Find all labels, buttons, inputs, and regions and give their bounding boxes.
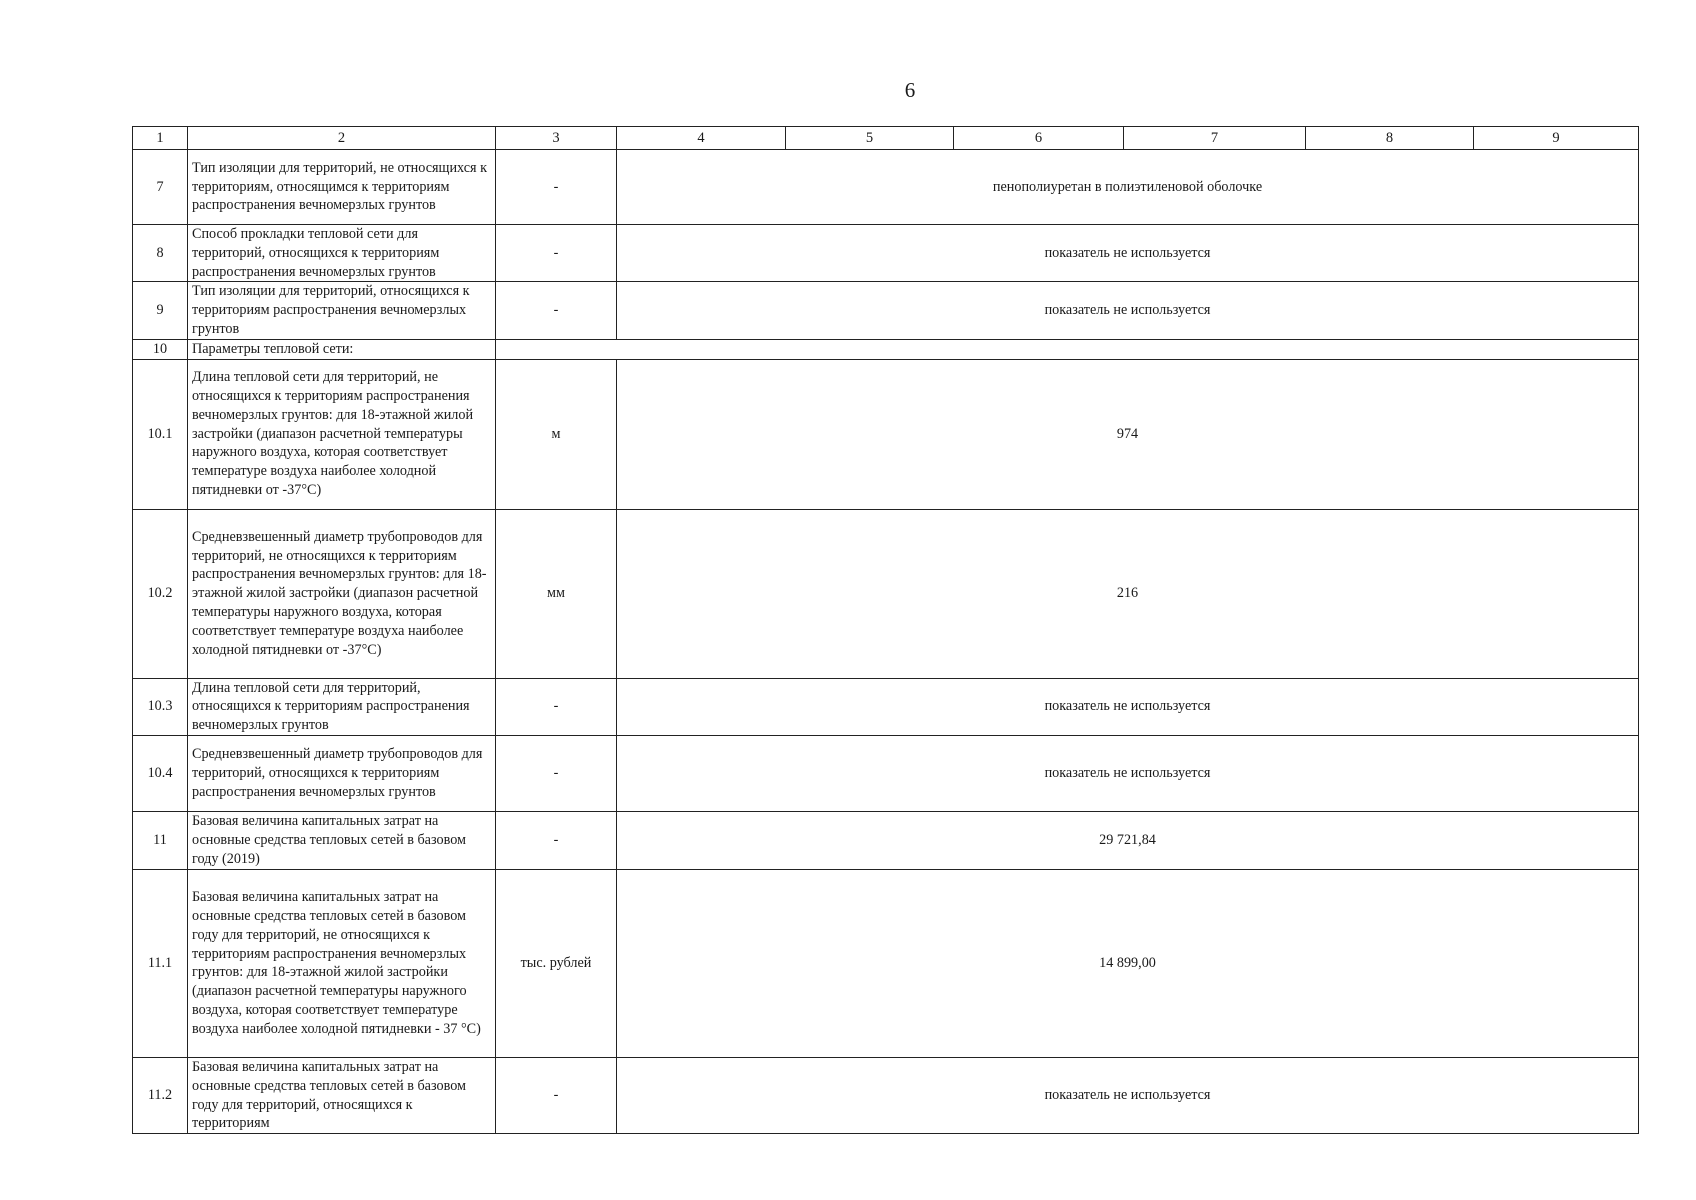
row-unit: - — [496, 811, 617, 869]
row-number: 10 — [133, 339, 188, 359]
row-description: Средневзвешенный диаметр трубопроводов для территорий, не относящихся к территориям распространения вечномерзлых грунтов: для 18-этажной жилой застройки (диапазон расчетной температуры наружного воздуха, которая соответствует температуре воздуха наиболее холодной пятидневки от -37°С) — [188, 509, 496, 678]
table-row — [133, 282, 1639, 339]
row-number: 8 — [133, 225, 188, 282]
row-description: Тип изоляции для территорий, не относящихся к территориям, относящимся к территориям распространения вечномерзлых грунтов — [188, 150, 496, 225]
row-value: 216 — [617, 509, 1639, 678]
table-row — [133, 811, 1639, 869]
column-header: 2 — [188, 127, 496, 150]
table-row — [133, 509, 1639, 678]
row-unit: мм — [496, 509, 617, 678]
table-row — [133, 869, 1639, 1057]
row-number: 7 — [133, 150, 188, 225]
row-description: Тип изоляции для территорий, относящихся к территориям распространения вечномерзлых грунтов — [188, 282, 496, 339]
row-unit: - — [496, 150, 617, 225]
table-row — [133, 225, 1639, 282]
row-description: Базовая величина капитальных затрат на основные средства тепловых сетей в базовом году для территорий, относящихся к территориям — [188, 1057, 496, 1133]
page-number: 6 — [904, 78, 916, 102]
table-row — [133, 359, 1639, 509]
row-number: 11.1 — [133, 869, 188, 1057]
row-number: 10.4 — [133, 735, 188, 811]
column-header: 7 — [1124, 127, 1306, 150]
column-header: 4 — [617, 127, 786, 150]
row-description: Средневзвешенный диаметр трубопроводов для территорий, относящихся к территориям распространения вечномерзлых грунтов — [188, 735, 496, 811]
row-description: Базовая величина капитальных затрат на основные средства тепловых сетей в базовом году для территорий, не относящихся к территориям распространения вечномерзлых грунтов: для 18-этажной жилой застройки (диапазон расчетной температуры наружного воздуха, которая соответствует температуре воздуха наиболее холодной пятидневки - 37 °С) — [188, 869, 496, 1057]
table-row — [133, 339, 1639, 359]
row-value: показатель не используется — [617, 225, 1639, 282]
row-description: Базовая величина капитальных затрат на основные средства тепловых сетей в базовом году (2019) — [188, 811, 496, 869]
row-unit: - — [496, 1057, 617, 1133]
parameters-table — [132, 126, 1639, 1134]
table-row — [133, 735, 1639, 811]
row-value: 974 — [617, 359, 1639, 509]
row-unit: - — [496, 225, 617, 282]
row-description: Длина тепловой сети для территорий, относящихся к территориям распространения вечномерзлых грунтов — [188, 678, 496, 735]
column-header: 3 — [496, 127, 617, 150]
row-number: 11 — [133, 811, 188, 869]
row-value: 29 721,84 — [617, 811, 1639, 869]
row-unit: м — [496, 359, 617, 509]
column-header: 8 — [1306, 127, 1474, 150]
table-header-row — [133, 127, 1639, 150]
row-unit: - — [496, 678, 617, 735]
row-number: 10.2 — [133, 509, 188, 678]
row-value: показатель не используется — [617, 1057, 1639, 1133]
table-row — [133, 678, 1639, 735]
column-header: 1 — [133, 127, 188, 150]
row-unit: тыс. рублей — [496, 869, 617, 1057]
row-unit: - — [496, 282, 617, 339]
column-header: 9 — [1474, 127, 1639, 150]
row-number: 10.1 — [133, 359, 188, 509]
row-value: показатель не используется — [617, 735, 1639, 811]
row-description: Способ прокладки тепловой сети для территорий, относящихся к территориям распространения вечномерзлых грунтов — [188, 225, 496, 282]
row-value: 14 899,00 — [617, 869, 1639, 1057]
table-row — [133, 150, 1639, 225]
row-number: 9 — [133, 282, 188, 339]
column-header: 5 — [786, 127, 954, 150]
row-description: Длина тепловой сети для территорий, не относящихся к территориям распространения вечномерзлых грунтов: для 18-этажной жилой застройки (диапазон расчетной температуры наружного воздуха, которая соответствует температуре воздуха наиболее холодной пятидневки от -37°С) — [188, 359, 496, 509]
row-number: 11.2 — [133, 1057, 188, 1133]
column-header: 6 — [954, 127, 1124, 150]
row-value: показатель не используется — [617, 282, 1639, 339]
row-number: 10.3 — [133, 678, 188, 735]
row-description: Параметры тепловой сети: — [188, 339, 496, 359]
row-value-empty — [496, 339, 1639, 359]
table-row — [133, 1057, 1639, 1133]
row-value: пенополиуретан в полиэтиленовой оболочке — [617, 150, 1639, 225]
row-unit: - — [496, 735, 617, 811]
row-value: показатель не используется — [617, 678, 1639, 735]
